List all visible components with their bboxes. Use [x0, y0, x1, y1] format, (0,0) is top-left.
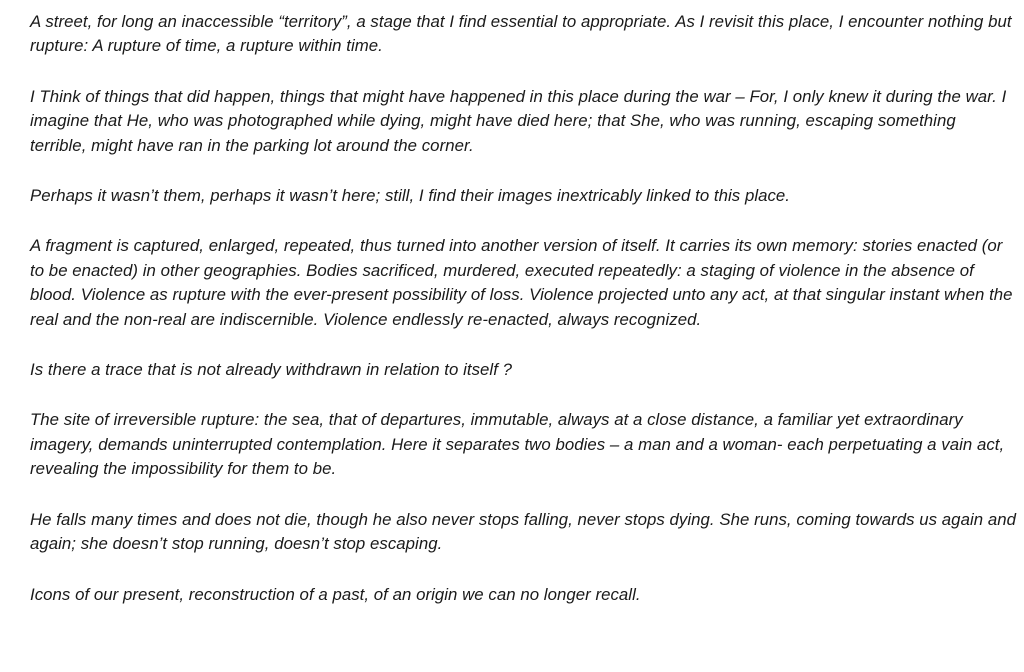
paragraph-street-territory: A street, for long an inaccessible “territory”, a stage that I find essential to appropriate. As I revisit this place, I encounter nothing but rupture: A rupture of time, a rupture within time.: [30, 12, 1012, 56]
paragraph-he-falls-she-runs: He falls many times and does not die, though he also never stops falling, never stops dying. She runs, coming towards us again and again; she doesn’t stop running, doesn’t stop escaping.: [30, 509, 1016, 554]
paragraph-site-of-rupture: The site of irreversible rupture: the sea, that of departures, immutable, always at a close distance, a familiar yet extraordinary imagery, demands uninterrupted contemplation. Here it separates two bodies – a man and a woman- each perpetuating a vain act, revealing the impossibility for them to be.: [30, 410, 1005, 479]
paragraph-things-during-war: I Think of things that did happen, things that might have happened in this place during the war – For, I only knew it during the war. I imagine that He, who was photographed while dying, might have died here; that She, who was running, escaping something terrible, might have ran in the parking lot around the corner.: [30, 86, 1007, 155]
paragraph-trace-question: Is there a trace that is not already withdrawn in relation to itself ?: [30, 360, 513, 380]
text-body: [30, 10, 1016, 633]
paragraph-icons-of-present: Icons of our present, reconstruction of a past, of an origin we can no longer recall.: [30, 584, 641, 604]
paragraph-fragment-captured: A fragment is captured, enlarged, repeated, thus turned into another version of itself. It carries its own memory: stories enacted (or to be enacted) in other geographies. Bodies sacrificed, murdered, executed repeatedly: a staging of violence in the absence of blood. Violence as rupture with the ever-present possibility of loss. Violence projected unto any act, at that singular instant when the real and the non-real are indiscernible. Violence endlessly re-enacted, always recognized.: [30, 236, 1013, 329]
paragraph-perhaps-not-them: Perhaps it wasn’t them, perhaps it wasn’t here; still, I find their images inextricably linked to this place.: [30, 186, 791, 206]
